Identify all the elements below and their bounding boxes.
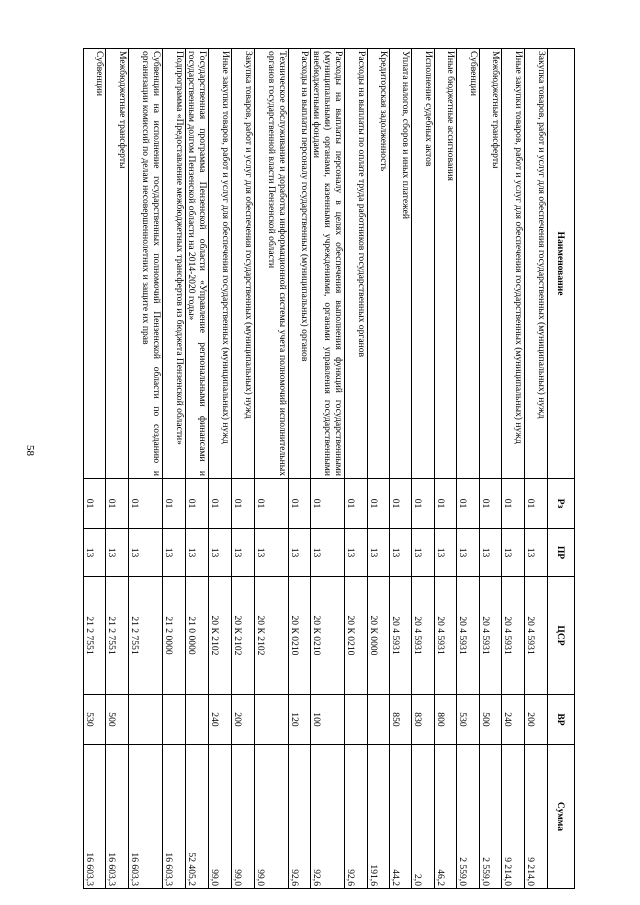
cell-name: Расходы на выплаты по оплате труда работников государственных органов <box>345 49 367 479</box>
header-pr: ПР <box>548 529 575 577</box>
table-row <box>479 49 501 889</box>
table-row <box>434 49 456 889</box>
table-row <box>84 49 106 889</box>
cell-sum: 9 214,0 <box>525 745 548 889</box>
cell-csr: 20 4 5931 <box>525 577 548 695</box>
cell-vr: 530 <box>84 695 106 745</box>
table-row <box>128 49 162 889</box>
cell-pr: 13 <box>502 529 525 577</box>
table-row <box>457 49 479 889</box>
cell-vr <box>254 695 288 745</box>
cell-name: Иные закупки товаров, работ и услуг для обеспечения государственных (муниципальных) нужд <box>502 49 525 479</box>
cell-csr: 20 К 0210 <box>345 577 367 695</box>
cell-vr: 240 <box>502 695 525 745</box>
cell-name: Иные бюджетные ассигнования <box>434 49 456 479</box>
cell-name: Иные закупки товаров, работ и услуг для обеспечения государственных (муниципальных) нужд <box>208 49 231 479</box>
cell-sum: 16 603,3 <box>162 745 185 889</box>
table-row <box>231 49 254 889</box>
cell-rz: 01 <box>185 479 208 529</box>
cell-sum: 2,0 <box>412 745 434 889</box>
cell-name: Расходы на выплаты персоналу в целях обеспечения выполнения функций государственными (муниципальными) органами, казенными учреждениями, органами управления государственными внебюджетными фондами <box>311 49 345 479</box>
cell-name: Уплата налогов, сборов и иных платежей <box>390 49 412 479</box>
cell-pr: 13 <box>525 529 548 577</box>
header-name: Наименование <box>548 49 575 479</box>
cell-name: Закупка товаров, работ и услуг для обеспечения государственных (муниципальных) нужд <box>525 49 548 479</box>
cell-sum: 16 603,3 <box>106 745 128 889</box>
budget-table <box>83 48 575 889</box>
cell-vr: 120 <box>288 695 310 745</box>
cell-vr: 530 <box>457 695 479 745</box>
table-row <box>412 49 434 889</box>
cell-pr: 13 <box>434 529 456 577</box>
cell-csr: 21 2 7551 <box>106 577 128 695</box>
table-row <box>185 49 208 889</box>
cell-csr: 20 4 5931 <box>390 577 412 695</box>
table-row <box>525 49 548 889</box>
cell-pr: 13 <box>162 529 185 577</box>
cell-rz: 01 <box>208 479 231 529</box>
cell-vr: 200 <box>525 695 548 745</box>
cell-name: Исполнение судебных актов <box>412 49 434 479</box>
rotated-page <box>83 48 575 888</box>
cell-pr: 13 <box>390 529 412 577</box>
cell-csr: 20 К 2102 <box>231 577 254 695</box>
cell-vr: 850 <box>390 695 412 745</box>
cell-rz: 01 <box>457 479 479 529</box>
table-row <box>311 49 345 889</box>
table-row <box>345 49 367 889</box>
cell-sum: 99,0 <box>254 745 288 889</box>
cell-csr: 20 К 2102 <box>254 577 288 695</box>
cell-name: Закупка товаров, работ и услуг для обеспечения государственных (муниципальных) нужд <box>231 49 254 479</box>
table-header-row <box>548 49 575 889</box>
table-row <box>106 49 128 889</box>
cell-sum: 52 405,2 <box>185 745 208 889</box>
cell-sum: 2 559,0 <box>457 745 479 889</box>
cell-pr: 13 <box>311 529 345 577</box>
table-row <box>502 49 525 889</box>
cell-vr: 240 <box>208 695 231 745</box>
cell-rz: 01 <box>231 479 254 529</box>
cell-vr: 830 <box>412 695 434 745</box>
cell-vr: 500 <box>106 695 128 745</box>
cell-csr: 20 4 5931 <box>434 577 456 695</box>
cell-pr: 13 <box>479 529 501 577</box>
cell-sum: 99,0 <box>231 745 254 889</box>
cell-csr: 20 4 5931 <box>457 577 479 695</box>
cell-csr: 20 4 5931 <box>502 577 525 695</box>
cell-csr: 20 К 2102 <box>208 577 231 695</box>
cell-vr <box>128 695 162 745</box>
cell-name: Субвенции <box>457 49 479 479</box>
cell-csr: 20 К 0210 <box>311 577 345 695</box>
cell-rz: 01 <box>367 479 389 529</box>
cell-sum: 46,2 <box>434 745 456 889</box>
header-csr: ЦСР <box>548 577 575 695</box>
cell-vr: 800 <box>434 695 456 745</box>
cell-pr: 13 <box>185 529 208 577</box>
cell-vr <box>345 695 367 745</box>
cell-pr: 13 <box>106 529 128 577</box>
cell-csr: 21 2 7551 <box>84 577 106 695</box>
cell-rz: 01 <box>254 479 288 529</box>
cell-rz: 01 <box>128 479 162 529</box>
cell-pr: 13 <box>128 529 162 577</box>
cell-rz: 01 <box>390 479 412 529</box>
cell-vr <box>367 695 389 745</box>
cell-rz: 01 <box>84 479 106 529</box>
header-sum: Сумма <box>548 745 575 889</box>
cell-vr: 500 <box>479 695 501 745</box>
cell-sum: 16 603,3 <box>84 745 106 889</box>
cell-vr <box>162 695 185 745</box>
cell-sum: 9 214,0 <box>502 745 525 889</box>
cell-vr: 200 <box>231 695 254 745</box>
cell-pr: 13 <box>84 529 106 577</box>
cell-rz: 01 <box>525 479 548 529</box>
table-row <box>254 49 288 889</box>
cell-name: Государственная программа Пензенской области «Управление региональными финансами и государственным долгом Пензенской области на 2014-2020 годы» <box>185 49 208 479</box>
cell-rz: 01 <box>434 479 456 529</box>
cell-pr: 13 <box>208 529 231 577</box>
cell-csr: 20 К 0000 <box>367 577 389 695</box>
cell-rz: 01 <box>106 479 128 529</box>
cell-name: Субвенции <box>84 49 106 479</box>
cell-name: Субвенции на исполнение государственных полномочий Пензенской области по созданию и организации комиссий по делам несовершеннолетних и защите их прав <box>128 49 162 479</box>
cell-sum: 92,6 <box>345 745 367 889</box>
cell-sum: 2 559,0 <box>479 745 501 889</box>
cell-name: Кредиторская задолженность <box>367 49 389 479</box>
cell-name: Техническое обслуживание и доработка информационной системы учета полномочий исполнительных органов государственной власти Пензенской области <box>254 49 288 479</box>
cell-name: Расходы на выплаты персоналу государственных (муниципальных) органов <box>288 49 310 479</box>
cell-rz: 01 <box>479 479 501 529</box>
cell-csr: 21 2 7551 <box>128 577 162 695</box>
cell-rz: 01 <box>311 479 345 529</box>
cell-csr: 21 0 0000 <box>185 577 208 695</box>
cell-name: Межбюджетные трансферты <box>479 49 501 479</box>
header-rz: Рз <box>548 479 575 529</box>
cell-csr: 20 К 0210 <box>288 577 310 695</box>
cell-pr: 13 <box>288 529 310 577</box>
cell-csr: 20 4 5931 <box>479 577 501 695</box>
cell-sum: 191,6 <box>367 745 389 889</box>
table-row <box>162 49 185 889</box>
cell-pr: 13 <box>457 529 479 577</box>
table-row <box>367 49 389 889</box>
cell-pr: 13 <box>367 529 389 577</box>
cell-pr: 13 <box>231 529 254 577</box>
cell-name: Подпрограмма «Предоставление межбюджетных трансфертов из бюджета Пензенской области» <box>162 49 185 479</box>
cell-csr: 20 4 5931 <box>412 577 434 695</box>
table-row <box>288 49 310 889</box>
cell-name: Межбюджетные трансферты <box>106 49 128 479</box>
cell-pr: 13 <box>254 529 288 577</box>
cell-vr <box>185 695 208 745</box>
table-row <box>208 49 231 889</box>
header-vr: ВР <box>548 695 575 745</box>
cell-sum: 99,0 <box>208 745 231 889</box>
cell-sum: 44,2 <box>390 745 412 889</box>
cell-sum: 16 603,3 <box>128 745 162 889</box>
cell-sum: 92,6 <box>288 745 310 889</box>
cell-sum: 92,6 <box>311 745 345 889</box>
page-number: 58 <box>24 445 36 456</box>
cell-rz: 01 <box>502 479 525 529</box>
cell-vr: 100 <box>311 695 345 745</box>
cell-pr: 13 <box>345 529 367 577</box>
cell-rz: 01 <box>288 479 310 529</box>
cell-rz: 01 <box>162 479 185 529</box>
cell-csr: 21 2 0000 <box>162 577 185 695</box>
cell-pr: 13 <box>412 529 434 577</box>
cell-rz: 01 <box>345 479 367 529</box>
table-row <box>390 49 412 889</box>
cell-rz: 01 <box>412 479 434 529</box>
